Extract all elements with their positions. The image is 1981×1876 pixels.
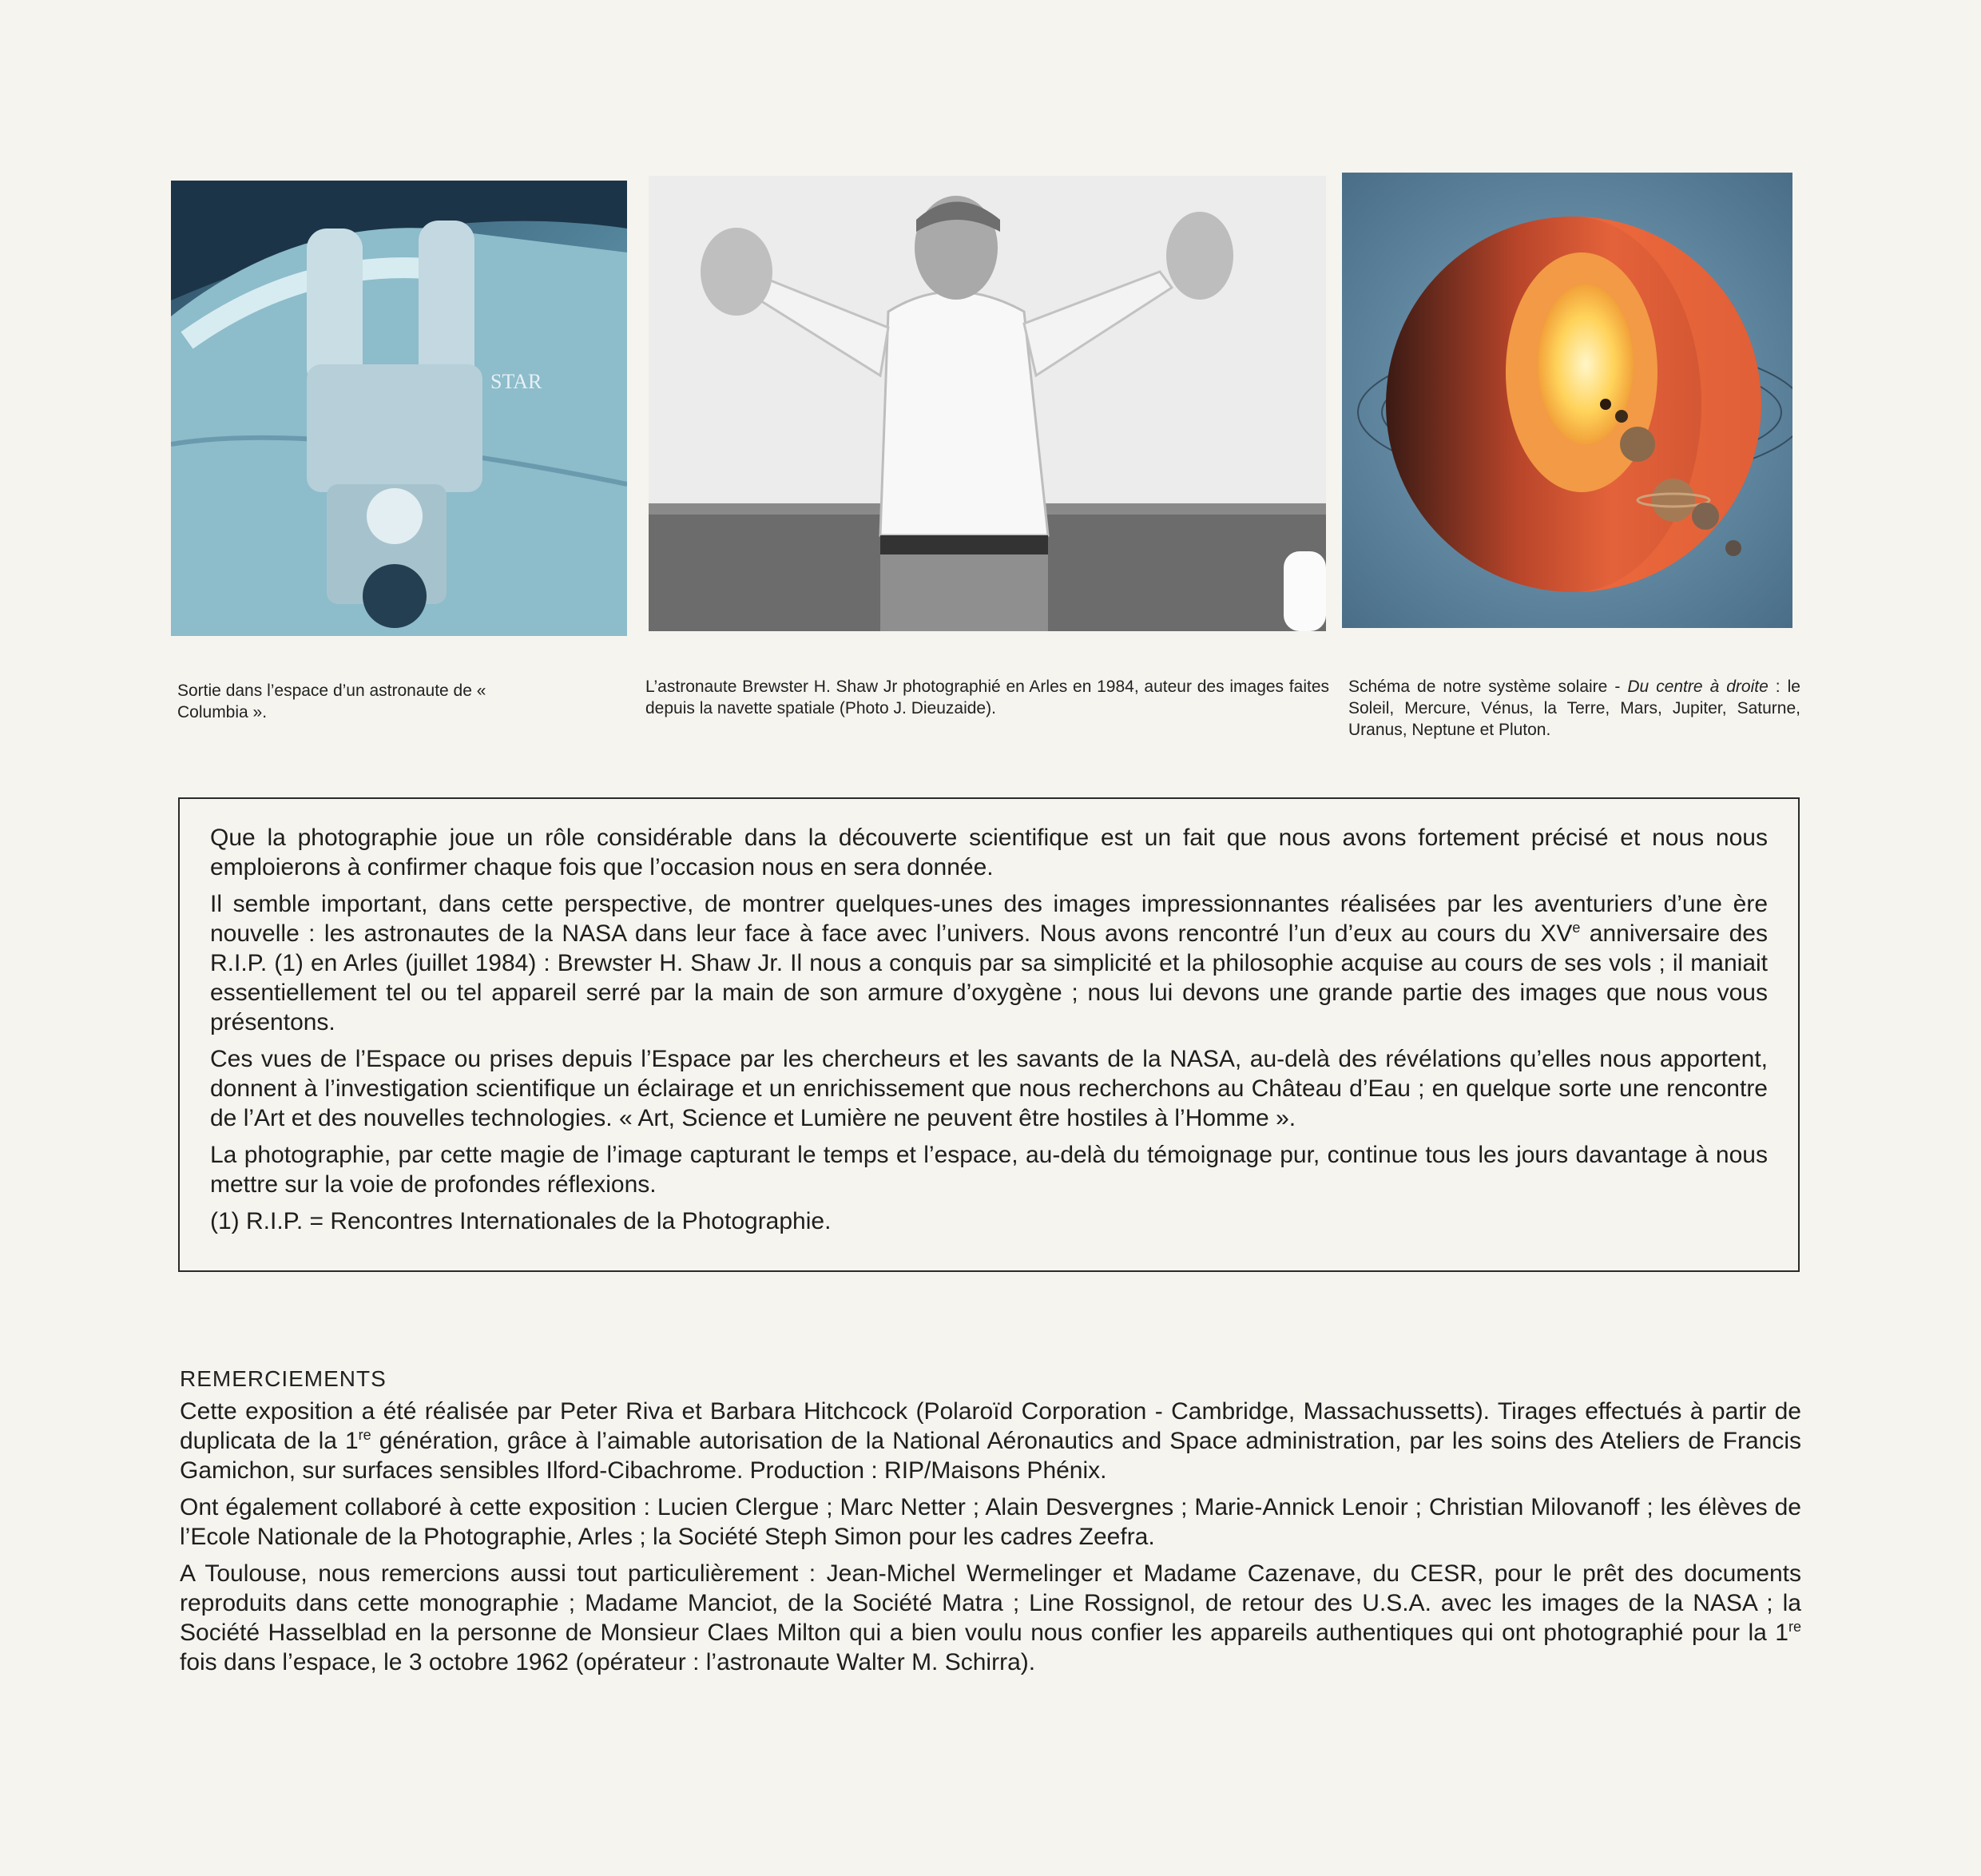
ack-paragraph-3: [180, 1559, 1801, 1677]
intro-paragraph-1: Que la photographie joue un rôle considérable dans la découverte scientifique est un fait que nous avons fortement précisé et nous nous emploierons à confirmer chaque fois que l’occasion nous en sera donnée.: [210, 825, 1768, 880]
acknowledgements-section: [180, 1365, 1801, 1684]
ack-p3-superscript: re: [1788, 1619, 1801, 1635]
brewster-shaw-photo: [649, 176, 1326, 631]
caption-italic: Du centre à droite: [1627, 678, 1769, 696]
acknowledgements-heading: REMERCIEMENTS: [180, 1366, 387, 1391]
ack-p3-part-b: fois dans l’espace, le 3 octobre 1962 (opérateur : l’astronaute Walter M. Schirra).: [180, 1649, 1036, 1675]
intro-p2-part-a: Il semble important, dans cette perspective, de montrer quelques-unes des images impressionnantes réalisées par les aventuriers d’une ère nouvelle : les astronautes de la NASA dans leur face à face avec l’univers. Nous avons rencontré l’un d’eux au cours du XV: [210, 891, 1768, 947]
photo-caption-solar-system: [1348, 676, 1800, 741]
intro-footnote: (1) R.I.P. = Rencontres Internationales de la Photographie.: [210, 1208, 832, 1234]
intro-paragraph-3: Ces vues de l’Espace ou prises depuis l’Espace par les chercheurs et les savants de la NASA, au-delà des révélations qu’elles nous apportent, donnent à l’investigation scientifique un éclairage et un enrichissement que nous recherchons au Château d’Eau ; en quelque sorte une rencontre de l’Art et des nouvelles technologies. « Art, Science et Lumière ne peuvent être hostiles à l’Homme ».: [210, 1046, 1768, 1131]
ack-p3-part-a: A Toulouse, nous remercions aussi tout particulièrement : Jean-Michel Wermelinger et Madame Cazenave, du CESR, pour le prêt des documents reproduits dans cette monographie ; Madame Manciot, de la Société Matra ; Line Rossignol, de retour des U.S.A. avec les images de la NASA ; la Société Hasselblad en la personne de Monsieur Claes Milton qui a bien voulu nous confier les appareils authentiques qui ont photographié pour la 1: [180, 1560, 1801, 1646]
photo-caption-shaw: L’astronaute Brewster H. Shaw Jr photographié en Arles en 1984, auteur des images faites depuis la navette spatiale (Photo J. Dieuzaide).: [645, 678, 1329, 717]
caption-suffix: : le Soleil, Mercure, Vénus, la Terre, Mars, Jupiter, Saturne, Uranus, Neptune et Pluton.: [1348, 678, 1800, 739]
intro-paragraph-2: [210, 889, 1768, 1037]
intro-p2-superscript: e: [1572, 920, 1581, 936]
ack-paragraph-1: [180, 1397, 1801, 1485]
ack-paragraph-2: Ont également collaboré à cette exposition : Lucien Clergue ; Marc Netter ; Alain Desvergnes ; Marie-Annick Lenoir ; Christian Milovanoff ; les élèves de l’Ecole Nationale de la Photographie, Arles ; la Société Steph Simon pour les cadres Zeefra.: [180, 1494, 1801, 1550]
intro-paragraph-4: La photographie, par cette magie de l’image capturant le temps et l’espace, au-delà du témoignage pur, continue tous les jours davantage à nous mettre sur la voie de profondes réflexions.: [210, 1142, 1768, 1198]
ack-p1-superscript: re: [358, 1427, 371, 1443]
intro-p2-part-b: anniversaire des R.I.P. (1) en Arles (juillet 1984) : Brewster H. Shaw Jr. Il nous a conquis par sa simplicité et la philosophie acquise au cours de ses vols ; il maniait essentiellement tel ou tel appareil serré par la main de son armure d’oxygène ; nous lui devons une grande partie des images que nous vous présentons.: [210, 920, 1768, 1035]
astronaut-spacewalk-photo: [171, 181, 627, 636]
introduction-box: [178, 797, 1800, 1272]
ack-p1-part-a: Cette exposition a été réalisée par Peter Riva et Barbara Hitchcock (Polaroïd Corporation - Cambridge, Massachussetts). Tirages effectués à partir de duplicata de la 1: [180, 1398, 1801, 1454]
solar-system-diagram-photo: [1342, 173, 1792, 628]
caption-prefix: Schéma de notre système solaire -: [1348, 678, 1628, 696]
photo-caption-spacewalk: Sortie dans l’espace d’un astronaute de « Columbia ».: [177, 682, 486, 721]
svg-text:STAR: STAR: [490, 370, 542, 393]
ack-p1-part-b: génération, grâce à l’aimable autorisation de la National Aéronautics and Space administration, par les soins des Ateliers de Francis Gamichon, sur surfaces sensibles Ilford-Cibachrome. Production : RIP/Maisons Phénix.: [180, 1428, 1801, 1484]
